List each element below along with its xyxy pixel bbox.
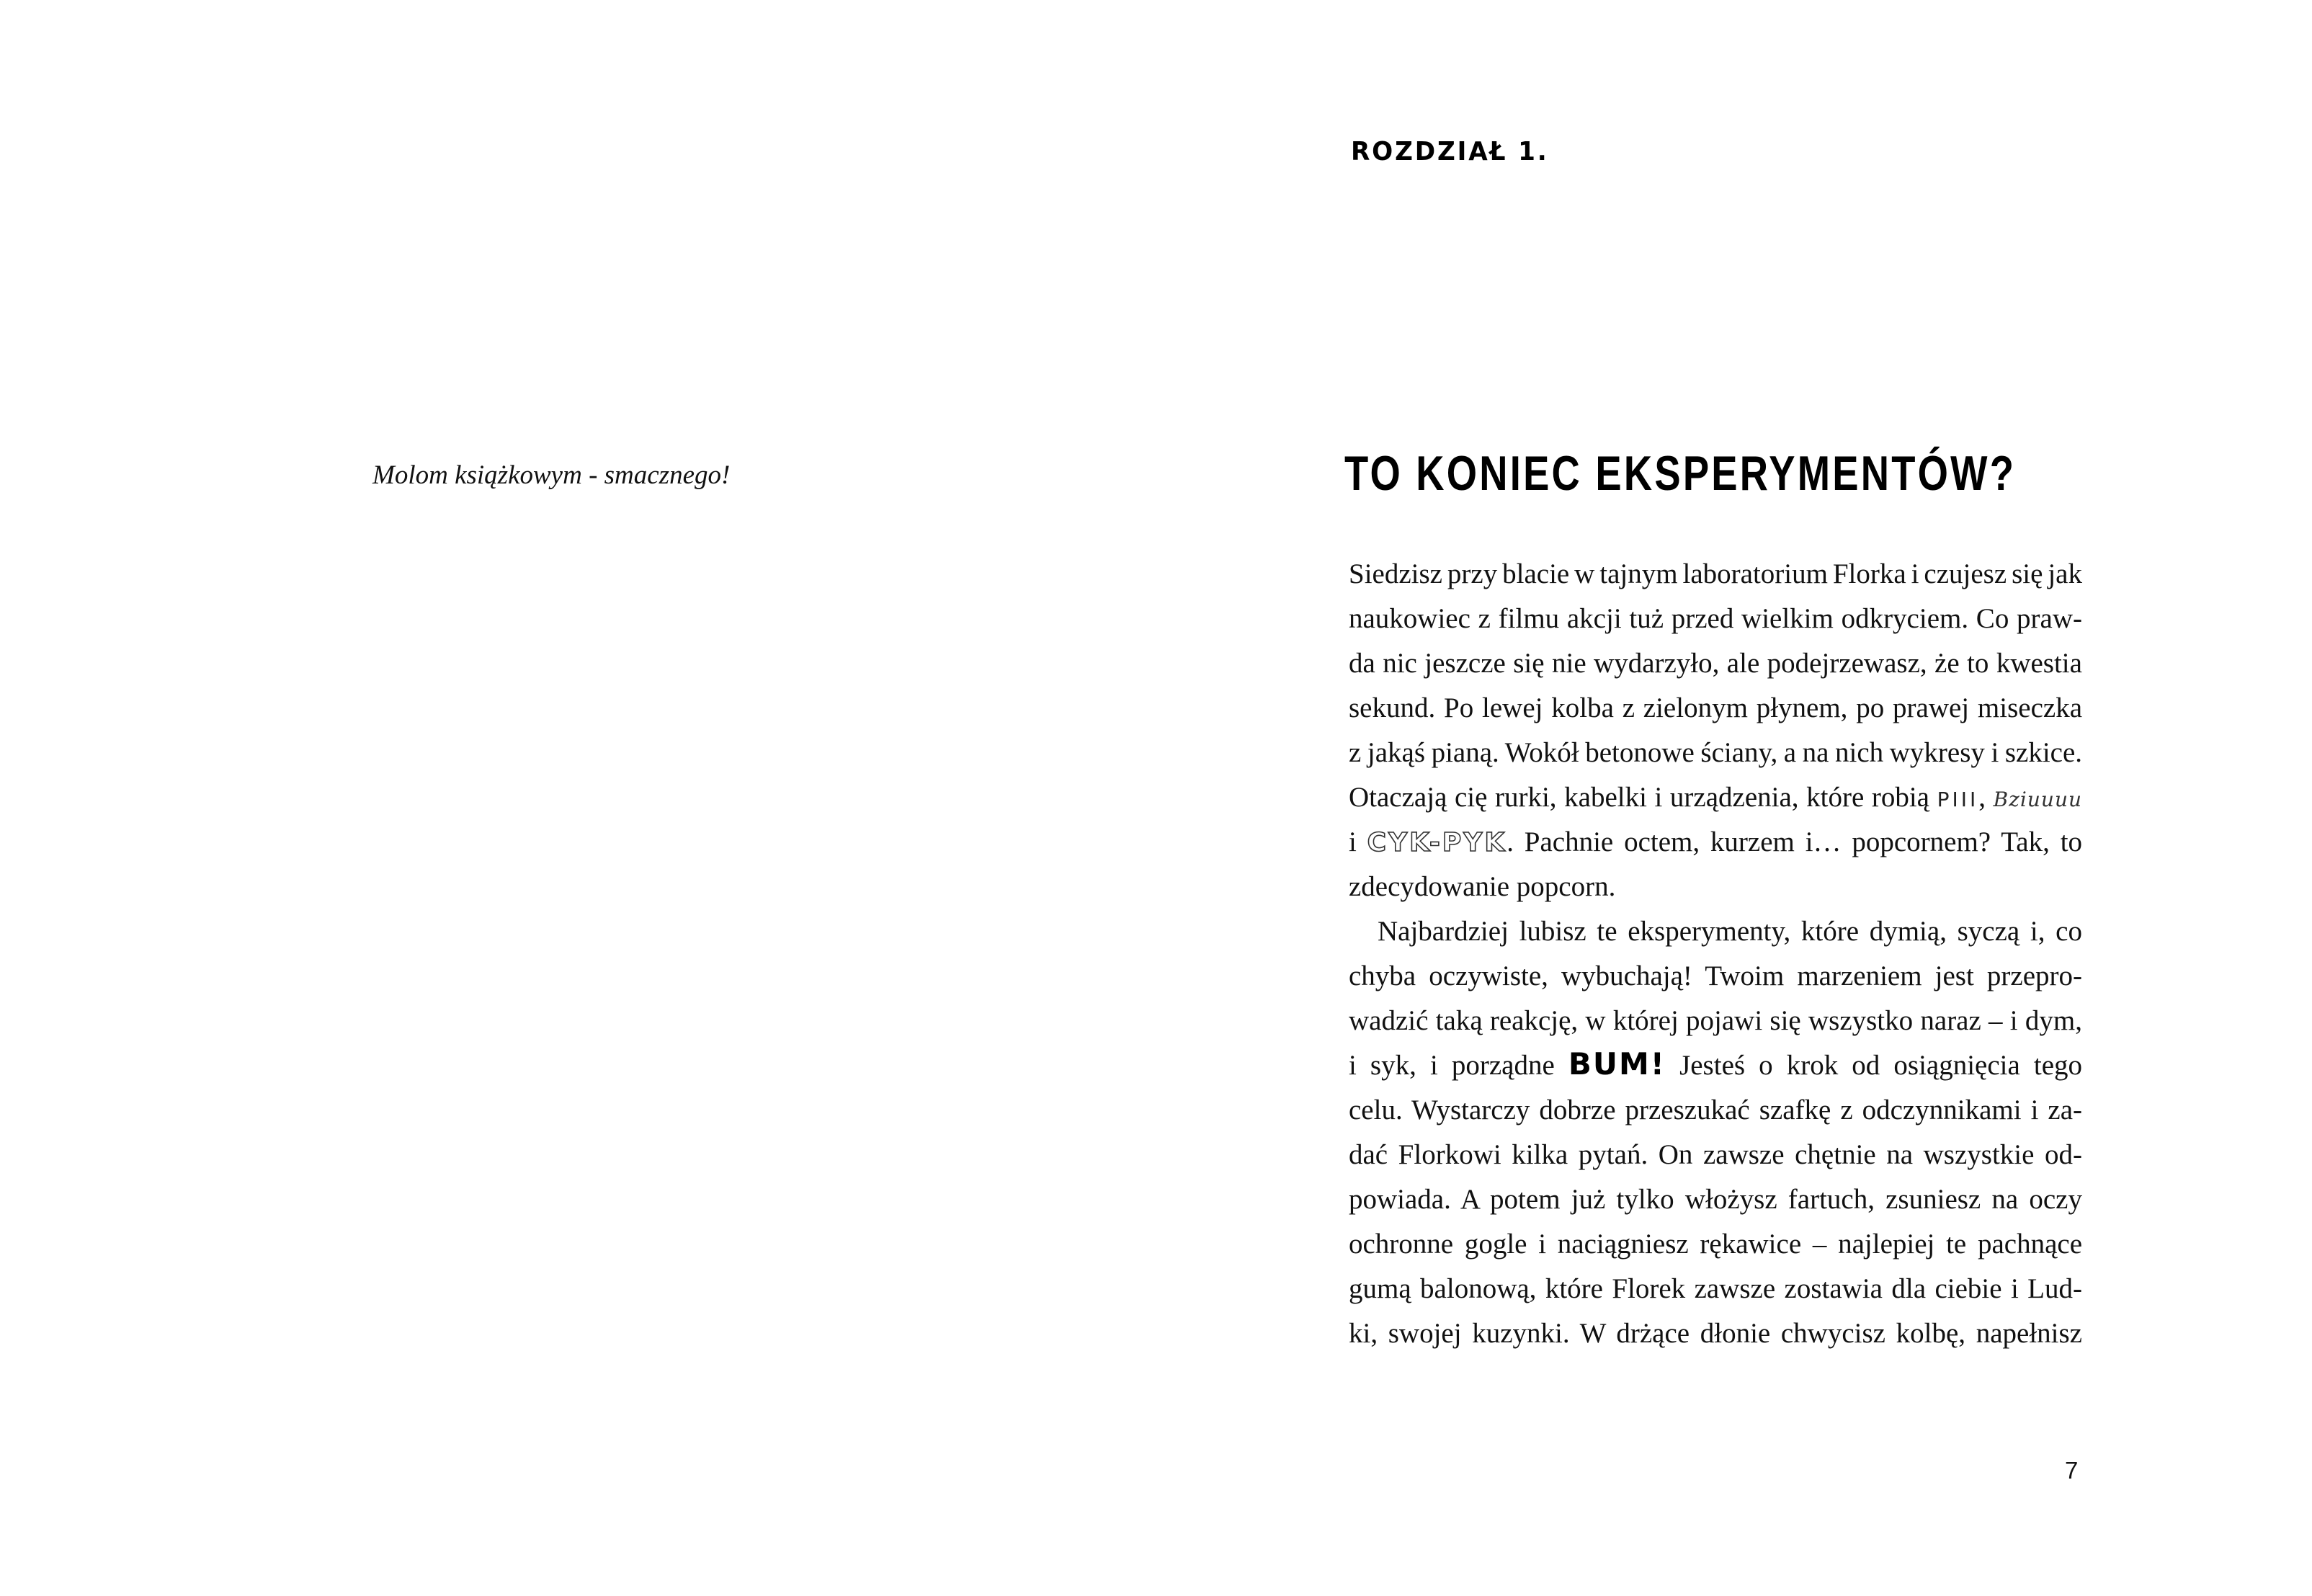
text-line-content: da nic jeszcze się nie wydarzyło, ale podejrzewasz, że to kwestia [1349, 648, 2082, 679]
sound-effect-cyk-pyk: CYK-PYK [1367, 828, 1507, 857]
text-line [1349, 1222, 2082, 1267]
text-line [1349, 731, 2082, 775]
text-line-content: zdecydowanie popcorn. [1349, 871, 1616, 902]
text-line-content: z jakąś pianą. Wokół betonowe ściany, a na nich wykresy i szkice. [1349, 737, 2083, 768]
text-line-content: gumą balonową, które Florek zawsze zostawia dla ciebie i Lud- [1349, 1273, 2082, 1304]
text-line [1349, 865, 2082, 909]
chapter-label: ROZDZIAŁ 1. [1351, 137, 1549, 166]
text-line-content: Najbardziej lubisz te eksperymenty, które dymią, syczą i, co [1378, 916, 2082, 947]
text-line [1349, 597, 2082, 641]
text-line [1349, 1088, 2082, 1133]
text-line [1349, 552, 2082, 597]
text-line-content: ki, swojej kuzynki. W drżące dłonie chwycisz kolbę, napełnisz [1349, 1318, 2082, 1349]
text-line-content [1349, 775, 2082, 822]
text-line-content: celu. Wystarczy dobrze przeszukać szafkę z odczynnikami i za- [1349, 1095, 2083, 1125]
text-line [1349, 1043, 2082, 1088]
text-segment: , [1978, 782, 1986, 813]
text-line-content: chyba oczywiste, wybuchają! Twoim marzeniem jest przepro- [1349, 960, 2082, 991]
sound-effect-piii: PIII [1937, 788, 1979, 811]
body-text [1349, 552, 2082, 1356]
text-line-content: naukowiec z filmu akcji tuż przed wielkim odkryciem. Co praw- [1349, 603, 2082, 634]
text-line-content: ochronne gogle i naciągniesz rękawice – najlepiej te pachnące [1349, 1229, 2083, 1260]
text-segment: Otaczają cię rurki, kabelki i urządzenia, które robią [1349, 782, 1929, 813]
page-number: 7 [2065, 1457, 2079, 1484]
text-line [1349, 1133, 2082, 1177]
chapter-title: TO KONIEC EKSPERYMENTÓW? [1344, 446, 2017, 501]
text-line-content: Siedzisz przy blacie w tajnym laboratorium Florka i czujesz się jak [1349, 558, 2082, 589]
text-line [1349, 999, 2082, 1043]
text-line [1349, 1267, 2082, 1311]
text-line [1349, 686, 2082, 731]
text-segment: i [1349, 826, 1357, 857]
text-line [1349, 1311, 2082, 1356]
text-line [1349, 909, 2082, 954]
text-line-content [1349, 820, 2082, 865]
text-segment: Jesteś o krok od osiągnięcia tego [1679, 1050, 2083, 1081]
text-segment: . Pachnie octem, kurzem i… popcornem? Tak, to [1507, 826, 2083, 857]
text-line-content: wadzić taką reakcję, w której pojawi się wszystko naraz – i dym, [1349, 1005, 2082, 1036]
text-line [1349, 820, 2082, 865]
text-line-content: powiada. A potem już tylko włożysz fartuch, zsuniesz na oczy [1349, 1184, 2082, 1215]
text-line-content: sekund. Po lewej kolba z zielonym płynem, po prawej miseczka [1349, 692, 2083, 723]
right-page [1156, 0, 2312, 1596]
text-line [1349, 641, 2082, 686]
sound-effect-bziuuu: Bziuuuu [1993, 788, 2083, 811]
text-line-content [1349, 1043, 2082, 1088]
text-line [1349, 954, 2082, 999]
sound-effect-bum: BUM! [1568, 1046, 1666, 1082]
text-line [1349, 1177, 2082, 1222]
dedication: Molom książkowym - smacznego! [372, 460, 731, 490]
text-line [1349, 775, 2082, 820]
text-line-content: dać Florkowi kilka pytań. On zawsze chętnie na wszystkie od- [1349, 1139, 2083, 1170]
text-segment: i syk, i porządne [1349, 1050, 1555, 1081]
